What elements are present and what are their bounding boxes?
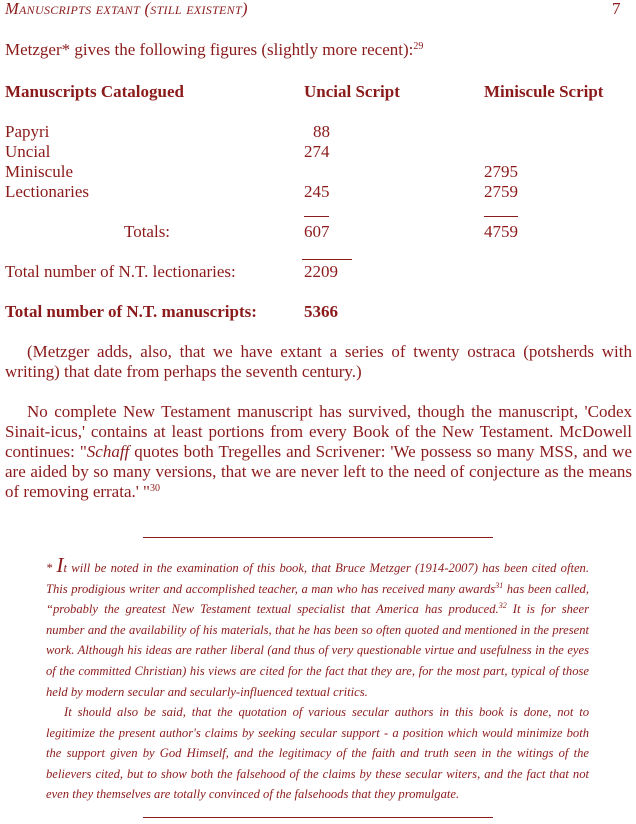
codex-text-part2: quotes both Tregelles and Scrivener: 'We possess so many MSS, and we are aided by so many versions, that we are never left to the need of conjecture as the means of removing errata.' " — [5, 442, 632, 501]
footnote-separator-bottom — [143, 817, 493, 818]
codex-paragraph — [5, 402, 632, 502]
cell-lectionaries-miniscule: 2759 — [484, 182, 518, 201]
intro-sentence — [5, 40, 423, 60]
row-label-miniscule: Miniscule — [5, 162, 73, 181]
footnote-text-part3: It is for sheer number and the availability of his materials, that he has been so often quoted and mentioned in the present work. Although his ideas are rather liberal (and thus of very questionable virtue and usefulness in the eyes of the committed Christian) his views are cited for the fact that they are, for the most part, typical of those held by modern secular and secularly-influenced textual critics. — [46, 602, 589, 699]
manuscripts-total-label: Total number of N.T. manuscripts: — [5, 302, 257, 321]
footnote-ref-31: 31 — [495, 580, 504, 590]
codex-text-part1: No complete New Testament manuscript has survived, though the manuscript, 'Codex Sinait-icus,' contains at least portions from every Book of the New Testament. McDowell continues: " — [5, 402, 632, 461]
footnote-drop-cap: I — [56, 553, 64, 577]
sum-rule-lectionaries — [302, 259, 352, 260]
schaff-name: Schaff — [86, 442, 130, 461]
footnote-star: * — [46, 561, 57, 575]
intro-text: Metzger* gives the following figures (slightly more recent): — [5, 40, 414, 59]
cell-miniscule-miniscule: 2795 — [484, 162, 518, 181]
footnote-ref-29: 29 — [413, 41, 424, 52]
footnote-paragraph-2 — [46, 702, 589, 805]
lectionaries-total-label: Total number of N.T. lectionaries: — [5, 262, 236, 281]
cell-uncial-uncial: 274 — [304, 142, 330, 161]
row-label-papyri: Papyri — [5, 122, 50, 141]
manuscripts-total-value: 5366 — [304, 302, 338, 321]
column-header-miniscule: Miniscule Script — [484, 82, 604, 101]
footnote-ref-30: 30 — [150, 483, 160, 494]
footnote-text-part1: t will be noted in the examination of this book, that Bruce Metzger (1914-2007) has been cited often. This prodigious writer and accomplished teacher, a man who has received many awards — [46, 561, 589, 596]
ostraca-text: (Metzger adds, also, that we have extant a series of twenty ostraca (potsherds with writing) that date from perhaps the seventh century.) — [5, 342, 632, 381]
row-label-uncial: Uncial — [5, 142, 51, 161]
running-header-title: Manuscripts extant (still existent) — [5, 0, 248, 18]
totals-miniscule: 4759 — [484, 222, 518, 241]
footnote-text-part2: has been called, “probably the greatest New Testament textual specialist that America has produced. — [46, 581, 590, 617]
row-label-lectionaries: Lectionaries — [5, 182, 90, 201]
column-header-uncial: Uncial Script — [304, 82, 400, 101]
cell-lectionaries-uncial: 245 — [304, 182, 330, 201]
column-header-manuscripts: Manuscripts Catalogued — [5, 82, 184, 101]
sum-rule-uncial — [304, 216, 329, 217]
totals-label: Totals: — [124, 222, 171, 241]
cell-papyri-uncial: 88 — [313, 122, 330, 141]
footnote-text-para2: It should also be said, that the quotation of various secular authors in this book is done, not to legitimize the present author's claims by seeking secular support - a position which would minimize both the support given by God Himself, and the legitimacy of the faith and truth seen in the witings of the believers cited, but to show both the falsehood of the claims by these secular witers, and the fact that not even they themselves are totally convinced of the falsehoods that they promulgate. — [46, 705, 589, 802]
ostraca-paragraph — [5, 342, 632, 382]
lectionaries-total-value: 2209 — [304, 262, 338, 281]
footnote-paragraph-1 — [46, 553, 590, 702]
footnote-separator-top — [143, 537, 493, 538]
footnote-ref-32: 32 — [498, 601, 507, 611]
totals-uncial: 607 — [304, 222, 330, 241]
page-number: 7 — [612, 0, 621, 18]
sum-rule-miniscule — [484, 216, 518, 217]
